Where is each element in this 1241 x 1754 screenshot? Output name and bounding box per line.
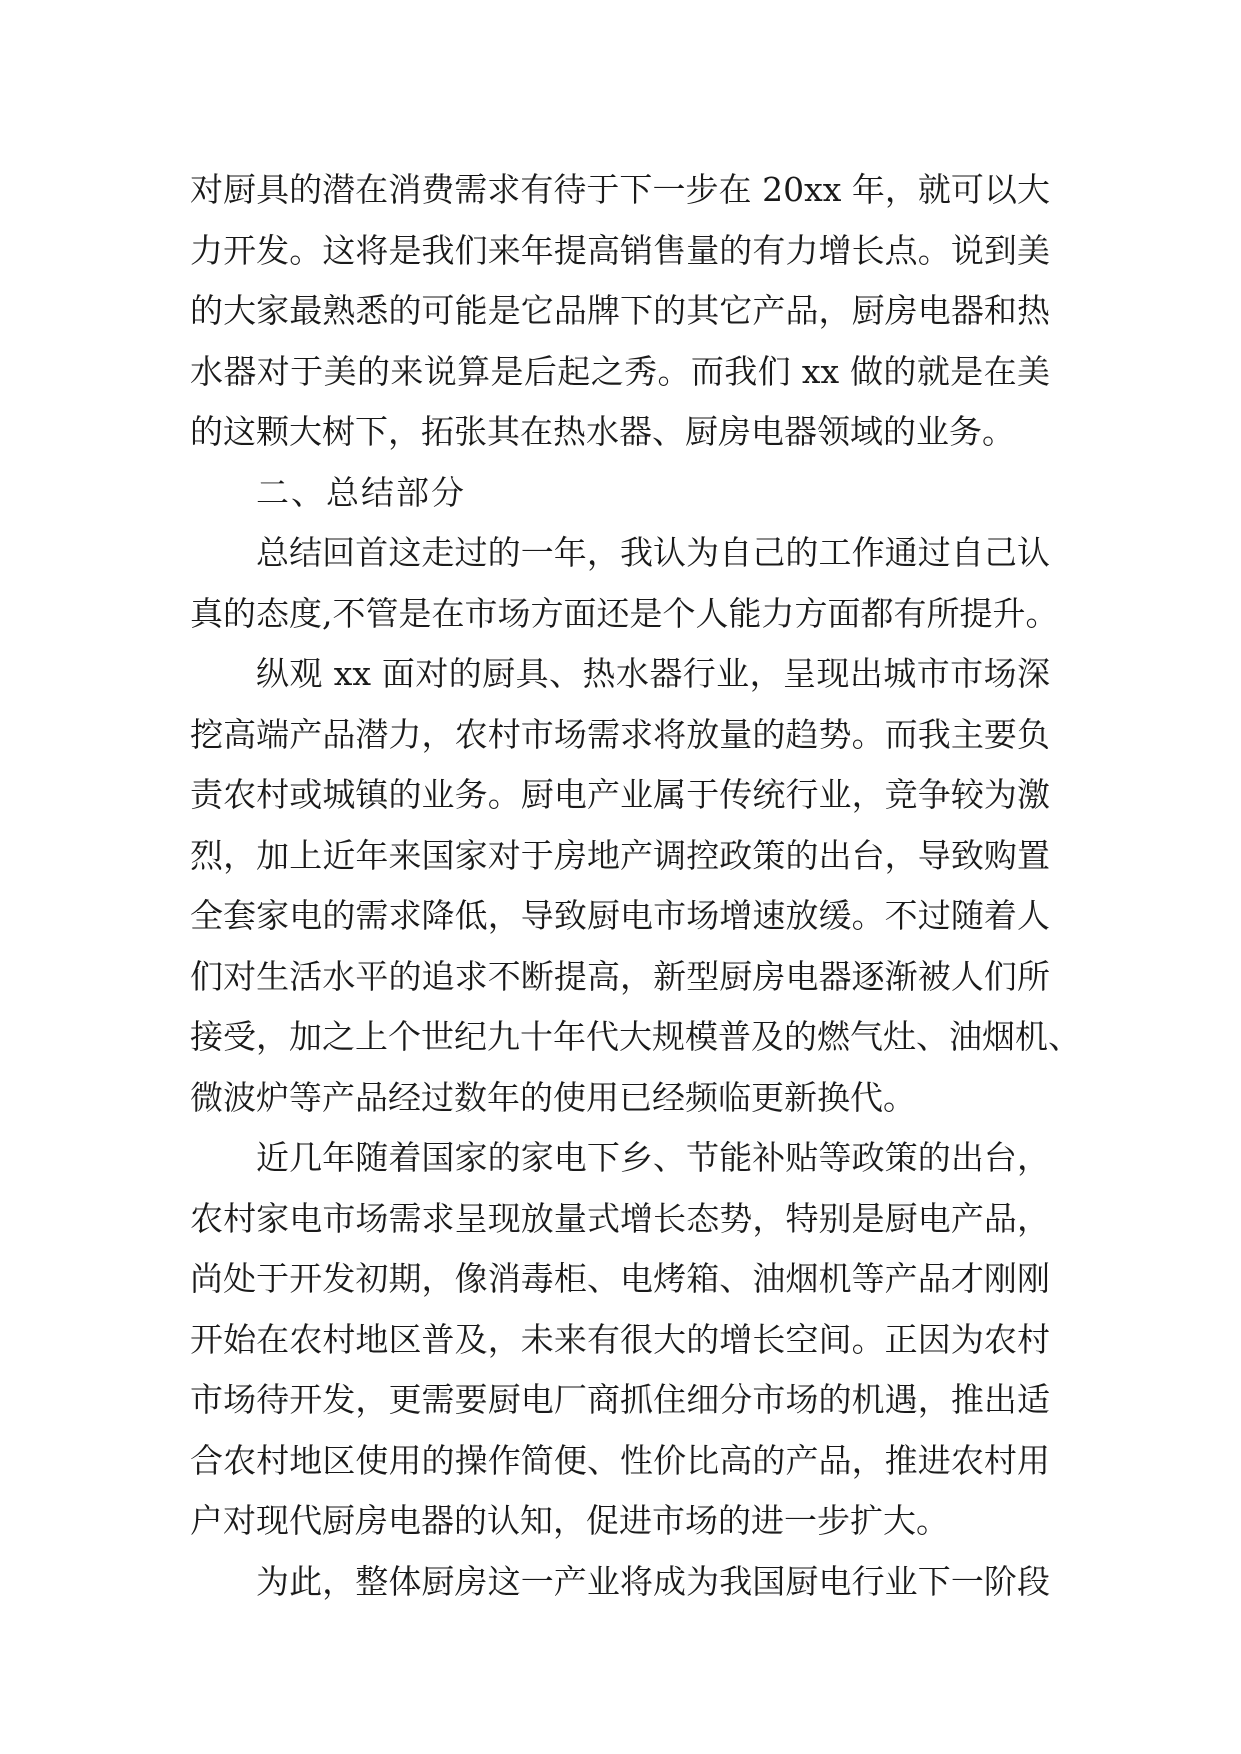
text-line: 微波炉等产品经过数年的使用已经频临更新换代。 bbox=[190, 1077, 916, 1117]
text-line: 接受，加之上个世纪九十年代大规模普及的燃气灶、油烟机、 bbox=[190, 1017, 1081, 1056]
text-line: 真的态度,不管是在市场方面还是个人能力方面都有所提升。 bbox=[190, 593, 1059, 633]
text-line: 市场待开发，更需要厨电厂商抓住细分市场的机遇，推出适 bbox=[190, 1380, 1050, 1419]
text-line: 合农村地区使用的操作简便、性价比高的产品，推进农村用 bbox=[190, 1440, 1050, 1480]
text-line: 对厨具的潜在消费需求有待于下一步在 20xx 年，就可以大 bbox=[190, 170, 1050, 209]
text-line: 近几年随着国家的家电下乡、节能补贴等政策的出台， bbox=[256, 1138, 1050, 1177]
text-line: 责农村或城镇的业务。厨电产业属于传统行业，竞争较为激 bbox=[190, 775, 1050, 814]
text-line: 为此，整体厨房这一产业将成为我国厨电行业下一阶段 bbox=[256, 1561, 1050, 1601]
section-heading: 二、总结部分 bbox=[256, 472, 466, 512]
text-line: 全套家电的需求降低，导致厨电市场增速放缓。不过随着人 bbox=[190, 896, 1050, 935]
text-line: 纵观 xx 面对的厨具、热水器行业，呈现出城市市场深 bbox=[256, 654, 1050, 693]
text-line: 挖高端产品潜力，农村市场需求将放量的趋势。而我主要负 bbox=[190, 714, 1050, 754]
document-body bbox=[190, 160, 1081, 1612]
text-line: 开始在农村地区普及，未来有很大的增长空间。正因为农村 bbox=[190, 1319, 1050, 1359]
text-line: 烈，加上近年来国家对于房地产调控政策的出台，导致购置 bbox=[190, 835, 1050, 875]
text-line: 的大家最熟悉的可能是它品牌下的其它产品，厨房电器和热 bbox=[190, 291, 1050, 330]
text-line: 总结回首这走过的一年，我认为自己的工作通过自己认 bbox=[256, 533, 1050, 572]
text-line: 户对现代厨房电器的认知，促进市场的进一步扩大。 bbox=[190, 1501, 949, 1540]
text-line: 力开发。这将是我们来年提高销售量的有力增长点。说到美 bbox=[190, 230, 1050, 270]
text-line: 农村家电市场需求呈现放量式增长态势，特别是厨电产品， bbox=[190, 1198, 1050, 1238]
text-line: 尚处于开发初期，像消毒柜、电烤箱、油烟机等产品才刚刚 bbox=[190, 1259, 1050, 1298]
text-line: 们对生活水平的追求不断提高，新型厨房电器逐渐被人们所 bbox=[190, 956, 1050, 996]
text-line: 水器对于美的来说算是后起之秀。而我们 xx 做的就是在美 bbox=[190, 351, 1050, 391]
text-line: 的这颗大树下，拓张其在热水器、厨房电器领域的业务。 bbox=[190, 412, 1015, 451]
